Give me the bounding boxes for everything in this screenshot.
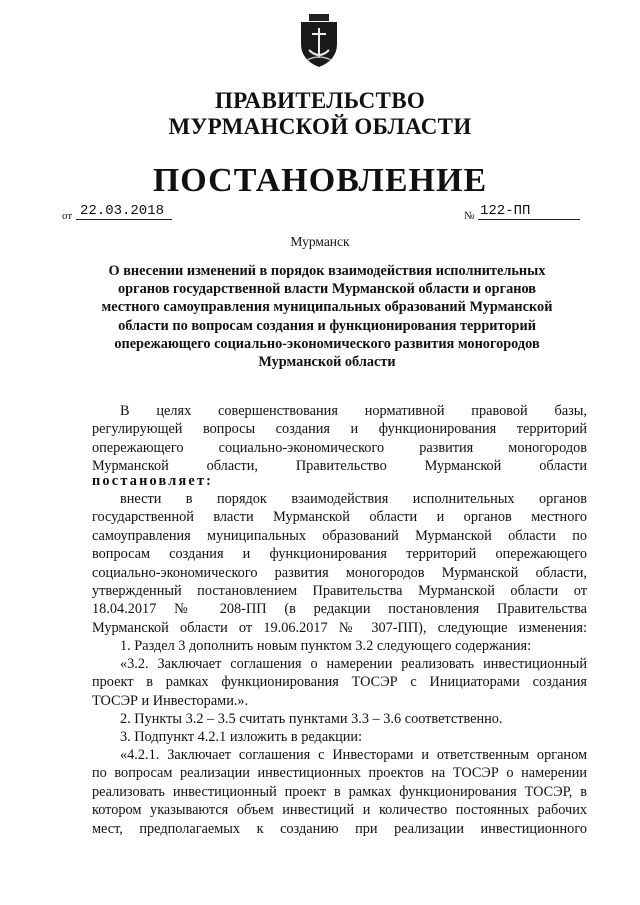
text-line: 18.04.2017 № 208-ПП (в редакции постановления Правительства <box>92 601 587 618</box>
quoted-clause-4-2-1 <box>92 746 587 838</box>
date-label: от <box>62 210 73 222</box>
amendment-item-1: 1. Раздел 3 дополнить новым пунктом 3.2 следующего содержания: <box>120 638 532 654</box>
amendment-item-2: 2. Пункты 3.2 – 3.5 считать пунктами 3.3 – 3.6 соответственно. <box>120 711 503 727</box>
text-line: котором указываются объем инвестиций и количество постоянных рабочих <box>92 802 587 819</box>
text-line: «3.2. Заключает соглашения о намерении реализовать инвестиционный <box>120 656 587 672</box>
text-line: социально-экономического развития моногородов Мурманской области, <box>92 564 587 581</box>
title-line: местного самоуправления муниципальных образований Мурманской <box>101 299 553 316</box>
text-line: внести в порядок взаимодействия исполнительных органов <box>120 491 587 507</box>
document-number: 122-ПП <box>478 203 580 220</box>
text-line: по вопросам реализации инвестиционных проектов на ТОСЭР о намерении <box>92 765 587 782</box>
document-title <box>92 262 562 371</box>
text-line: самоуправления муниципальных образований Мурманской области по <box>92 527 587 544</box>
city-name: Мурманск <box>290 234 350 249</box>
government-name-line2: МУРМАНСКОЙ ОБЛАСТИ <box>168 114 472 139</box>
number-label: № <box>464 210 475 222</box>
resolves-word: постановляет: <box>92 473 214 489</box>
text-line: В целях совершенствования нормативной правовой базы, <box>120 403 587 419</box>
text-line: реализовать инвестиционный проект в рамках функционирования ТОСЭР, в <box>92 783 587 800</box>
text-line: Мурманской области, Правительство Мурманской области <box>92 458 587 475</box>
title-line: Мурманской области <box>258 354 396 371</box>
text-line: ТОСЭР и Инвесторами.». <box>92 692 249 709</box>
main-resolution-paragraph <box>92 490 587 637</box>
government-name-line1: ПРАВИТЕЛЬСТВО <box>214 88 426 113</box>
text-line: регулирующей вопросы создания и функционирования территорий <box>92 421 587 438</box>
text-line: опережающего социально-экономического развития моногородов <box>92 439 587 456</box>
text-line: проект в рамках функционирования ТОСЭР с Инициаторами создания <box>92 674 587 691</box>
coat-of-arms-icon <box>295 14 343 68</box>
document-type-title: ПОСТАНОВЛЕНИЕ <box>152 162 488 199</box>
title-line: области по вопросам создания и функционирования территорий <box>118 317 536 334</box>
quoted-clause-3-2 <box>92 655 587 710</box>
document-date: 22.03.2018 <box>76 203 172 220</box>
text-line: вопросам создания и функционирования территорий опережающего <box>92 546 587 563</box>
text-line: государственной власти Мурманской области и органов местного <box>92 509 587 526</box>
preamble-paragraph <box>92 402 587 476</box>
text-line: мест, предполагаемых к созданию при реализации инвестиционного <box>92 820 587 837</box>
title-line: О внесении изменений в порядок взаимодействия исполнительных <box>108 263 546 279</box>
text-line: «4.2.1. Заключает соглашения с Инвесторами и ответственным органом <box>120 747 587 763</box>
text-line: утвержденный постановлением Правительства Мурманской области от <box>92 583 587 600</box>
title-line: органов государственной власти Мурманской области и органов <box>117 281 536 298</box>
amendment-item-3: 3. Подпункт 4.2.1 изложить в редакции: <box>120 729 363 745</box>
title-line: опережающего социально-экономического развития моногородов <box>114 335 540 352</box>
text-line: Мурманской области от 19.06.2017 № 307-ПП), следующие изменения: <box>92 619 587 636</box>
